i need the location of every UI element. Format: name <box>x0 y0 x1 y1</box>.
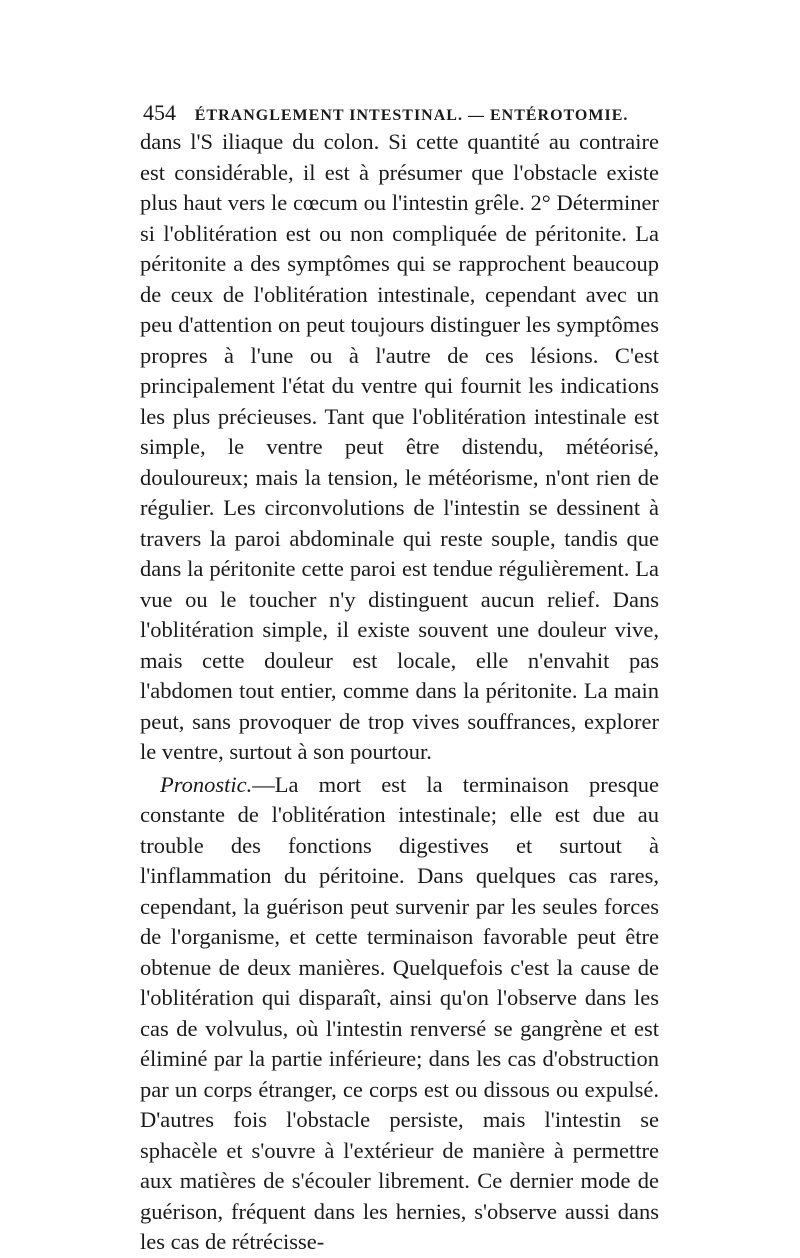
paragraph-1-text: dans l'S iliaque du colon. Si cette quantité au contraire est considérable, il est à présumer que l'obstacle existe plus haut vers le cœcum ou l'intestin grêle. 2° Déterminer si l'oblitération est ou non compliquée de péritonite. La péritonite a des symptômes qui se rapprochent beaucoup de ceux de l'oblitération intestinale, cependant avec un peu d'attention on peut toujours distinguer les symptômes propres à l'une ou à l'autre de ces lésions. C'est principalement l'état du ventre qui fournit les indications les plus précieuses. Tant que l'oblitération intestinale est simple, le ventre peut être distendu, météorisé, douloureux; mais la tension, le météorisme, n'ont rien de régulier. Les circonvolutions de l'intestin se dessinent à travers la paroi abdominale qui reste souple, tandis que dans la péritonite cette paroi est tendue régulièrement. La vue ou le toucher n'y distinguent aucun relief. Dans l'oblitération simple, il existe souvent une douleur vive, mais cette douleur est locale, elle n'envahit pas l'abdomen tout entier, comme dans la péritonite. La main peut, sans provoquer de trop vives souffrances, explorer le ventre, surtout à son pourtour. <box>140 129 659 764</box>
page-number: 454 <box>143 100 176 125</box>
paragraph-2 <box>140 770 659 1258</box>
paragraph-2-text: —La mort est la terminaison presque constante de l'oblitération intestinale; elle est due au trouble des fonctions digestives et surtout à l'inflammation du péritoine. Dans quelques cas rares, cependant, la guérison peut survenir par les seules forces de l'organisme, et cette terminaison favorable peut être obtenue de deux manières. Quelquefois c'est la cause de l'oblitération qui disparaît, ainsi qu'on l'observe dans les cas de volvulus, où l'intestin renversé se gangrène et est éliminé par la partie inférieure; dans les cas d'obstruction par un corps étranger, ce corps est ou dissous ou expulsé. D'autres fois l'obstacle persiste, mais l'intestin se sphacèle et s'ouvre à l'extérieur de manière à permettre aux matières de s'écouler librement. Ce dernier mode de guérison, fréquent dans les hernies, s'observe aussi dans les cas de rétrécisse- <box>140 771 659 1254</box>
pronostic-heading: Pronostic. <box>160 771 253 797</box>
body-text <box>140 127 659 1258</box>
page-header <box>143 98 663 128</box>
paragraph-1 <box>140 127 659 768</box>
running-head: ÉTRANGLEMENT INTESTINAL. — ENTÉROTOMIE. <box>194 107 629 124</box>
